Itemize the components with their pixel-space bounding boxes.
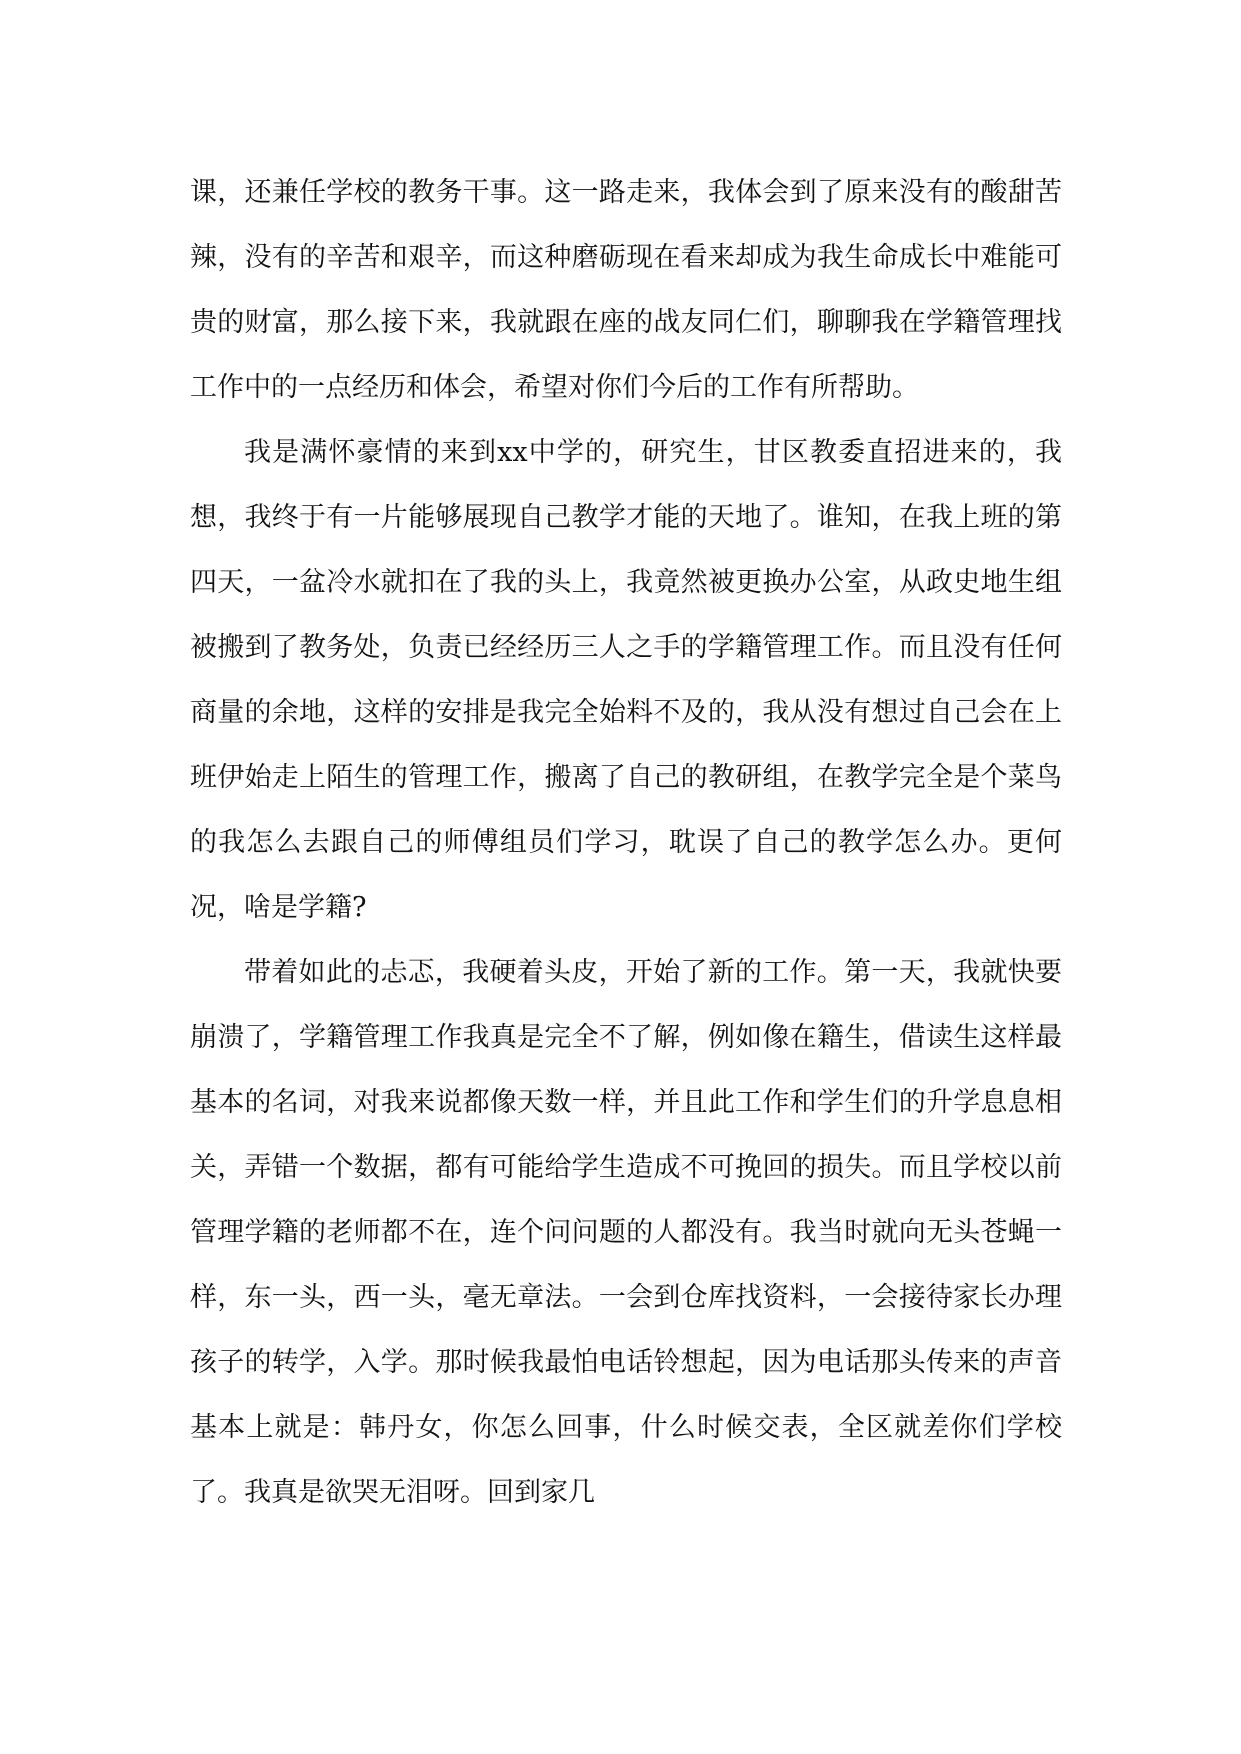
paragraph-continued: 课，还兼任学校的教务干事。这一路走来，我体会到了原来没有的酸甜苦辣，没有的辛苦和艰辛，而这种磨砺现在看来却成为我生命成长中难能可贵的财富，那么接下来，我就跟在座的战友同仁们，聊聊我在学籍管理找工作中的一点经历和体会，希望对你们今后的工作有所帮助。 [190,177,1062,403]
document-body [190,160,1062,1525]
paragraph-new-work: 带着如此的忐忑，我硬着头皮，开始了新的工作。第一天，我就快要崩溃了，学籍管理工作我真是完全不了解，例如像在籍生，借读生这样最基本的名词，对我来说都像天数一样，并且此工作和学生们的升学息息相关，弄错一个数据，都有可能给学生造成不可挽回的损失。而且学校以前管理学籍的老师都不在，连个问问题的人都没有。我当时就向无头苍蝇一样，东一头，西一头，毫无章法。一会到仓库找资料，一会接待家长办理孩子的转学，入学。那时候我最怕电话铃想起，因为电话那头传来的声音基本上就是：韩丹女，你怎么回事，什么时候交表，全区就差你们学校了。我真是欲哭无泪呀。回到家几 [190,957,1062,1508]
paragraph-arrival: 我是满怀豪情的来到xx中学的，研究生，甘区教委直招进来的，我想，我终于有一片能够展现自己教学才能的天地了。谁知，在我上班的第四天，一盆冷水就扣在了我的头上，我竟然被更换办公室，从政史地生组被搬到了教务处，负责已经经历三人之手的学籍管理工作。而且没有任何商量的余地，这样的安排是我完全始料不及的，我从没有想过自己会在上班伊始走上陌生的管理工作，搬离了自己的教研组，在教学完全是个菜鸟的我怎么去跟自己的师傅组员们学习，耽误了自己的教学怎么办。更何况，啥是学籍? [190,437,1062,923]
